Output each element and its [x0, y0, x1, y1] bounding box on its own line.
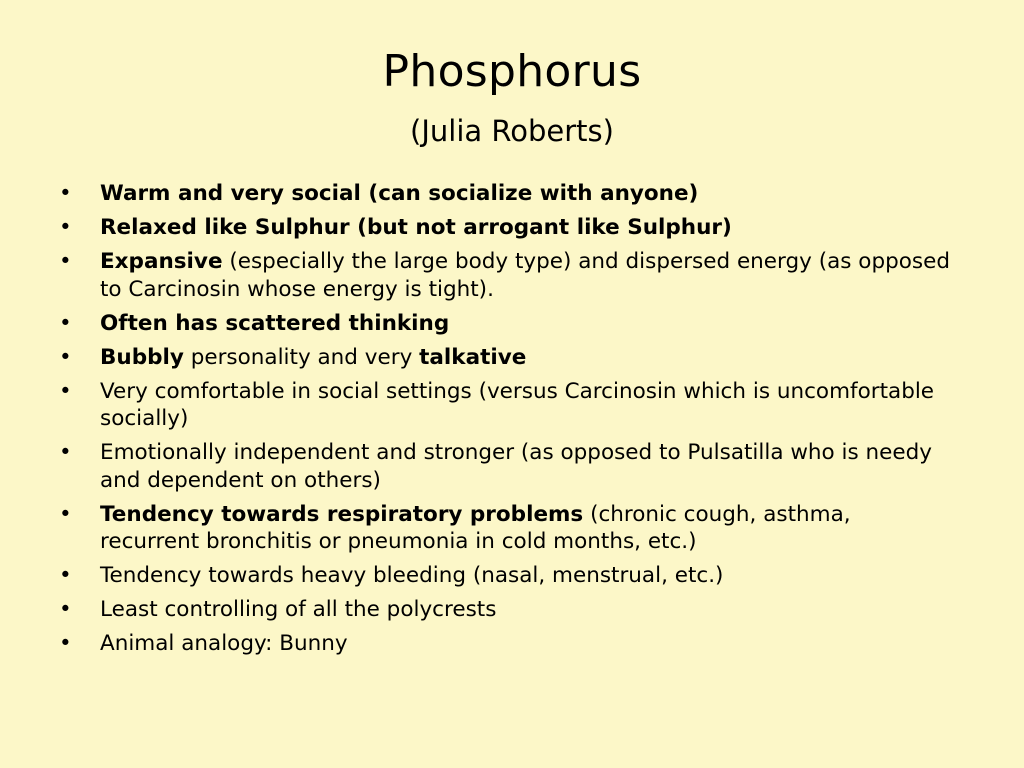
bullet-icon: • — [59, 440, 72, 465]
bullet-item — [56, 310, 956, 338]
bullet-text: Tendency towards heavy bleeding (nasal, menstrual, etc.) — [100, 563, 724, 588]
bullet-text: Animal analogy: Bunny — [100, 631, 348, 656]
bullet-text-bold: Warm and very social (can socialize with anyone) — [100, 181, 699, 206]
bullet-icon: • — [59, 215, 72, 240]
slide-subtitle: (Julia Roberts) — [410, 114, 614, 148]
bullet-text-bold: talkative — [419, 344, 527, 370]
bullet-item — [56, 180, 956, 208]
bullet-icon: • — [59, 597, 72, 622]
bullet-item — [56, 214, 956, 242]
bullet-icon: • — [59, 501, 72, 527]
bullet-text: Emotionally independent and stronger (as opposed to Pulsatilla who is needy and dependent on others) — [100, 440, 933, 493]
bullet-text-bold: Tendency towards respiratory problems — [100, 501, 584, 527]
bullet-item — [56, 501, 956, 556]
bullet-text-bold: Bubbly — [100, 344, 184, 370]
bullet-list — [56, 180, 956, 664]
bullet-item — [56, 562, 956, 590]
bullet-icon: • — [59, 378, 72, 404]
bullet-text-bold: Expansive — [100, 249, 223, 274]
bullet-icon: • — [59, 631, 72, 656]
bullet-icon: • — [59, 181, 72, 206]
bullet-text: (especially the large body type) and dispersed energy (as opposed to Carcinosin whose energy is tight). — [100, 249, 950, 302]
bullet-icon: • — [59, 563, 72, 588]
bullet-item — [56, 344, 956, 372]
bullet-item — [56, 439, 956, 494]
bullet-icon: • — [59, 249, 72, 274]
bullet-icon: • — [59, 310, 72, 336]
bullet-item — [56, 630, 956, 658]
bullet-text-bold: Relaxed like Sulphur (but not arrogant like Sulphur) — [100, 215, 732, 240]
bullet-text: (chronic cough, asthma, recurrent bronchitis or pneumonia in cold months, etc.) — [100, 501, 851, 554]
bullet-item — [56, 378, 956, 433]
bullet-item — [56, 248, 956, 303]
bullet-icon: • — [59, 344, 72, 370]
slide-title: Phosphorus — [382, 46, 642, 97]
bullet-text: Very comfortable in social settings (versus Carcinosin which is uncomfortable socially) — [100, 378, 935, 431]
bullet-text: Least controlling of all the polycrests — [100, 597, 497, 622]
bullet-item — [56, 596, 956, 624]
bullet-text: personality and very — [183, 344, 420, 370]
bullet-text-bold: Often has scattered thinking — [100, 310, 450, 336]
